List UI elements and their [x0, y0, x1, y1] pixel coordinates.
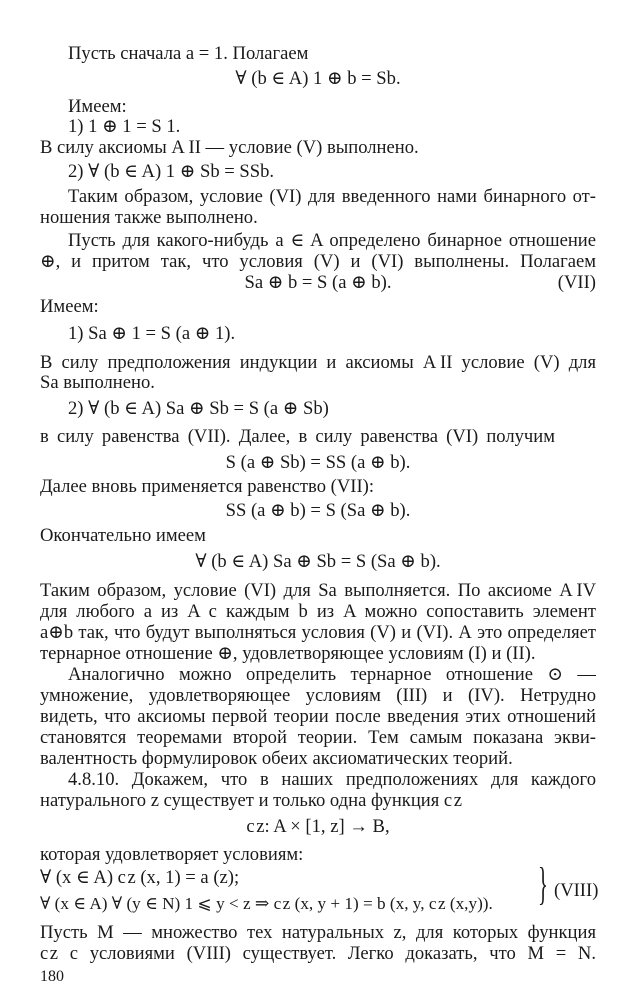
text-line: в силу равенства (VII). Далее, в силу равенства (VI) получим: [40, 426, 555, 447]
formula-line: Sa ⊕ b = S (a ⊕ b).: [244, 272, 392, 293]
text-line: видеть, что аксиомы первой теории после введения этих отношений: [40, 706, 596, 727]
text-line: Sa выполнено.: [40, 372, 155, 393]
text-line: ношения также выполнено.: [40, 207, 258, 228]
formula-line: 1) 1 ⊕ 1 = S 1.: [68, 116, 181, 137]
text-line: Таким образом, условие (VI) для введенного нами бинарного от-: [68, 186, 596, 207]
equation-tag: (VIII): [554, 880, 599, 901]
formula-line: 2) ∀ (b ∈ A) 1 ⊕ Sb = SSb.: [68, 161, 275, 182]
formula-line: ∀ (b ∈ A) Sa ⊕ Sb = S (Sa ⊕ b).: [195, 551, 441, 572]
formula-line: 1) Sa ⊕ 1 = S (a ⊕ 1).: [68, 323, 236, 344]
formula-line: ∀ (b ∈ A) 1 ⊕ b = Sb.: [235, 68, 401, 89]
formula-line: SS (a ⊕ b) = S (Sa ⊕ b).: [225, 500, 411, 521]
text-line: Имеем:: [40, 296, 99, 317]
text-line: которая удовлетворяет условиям:: [40, 844, 304, 865]
right-brace: }: [538, 858, 548, 909]
formula-line: 2) ∀ (b ∈ A) Sa ⊕ Sb = S (a ⊕ Sb): [68, 398, 329, 419]
text-line: a⊕b так, что будут выполняться условия (V) и (VI). А это определяет: [40, 622, 596, 643]
text-line: Пусть сначала a = 1. Полагаем: [68, 43, 309, 64]
text-line: В силу аксиомы A II — условие (V) выполнено.: [40, 137, 419, 158]
text-line: Окончательно имеем: [40, 525, 206, 546]
text-line: Имеем:: [68, 96, 127, 117]
text-line: становятся теоремами второй теории. Тем самым показана экви-: [40, 727, 596, 748]
text-line: c z с условиями (VIII) существует. Легко доказать, что M = N.: [40, 943, 596, 964]
text-line: ⊕, и притом так, что условия (V) и (VI) выполнены. Полагаем: [40, 251, 596, 272]
text-line: умножение, удовлетворяющее условиям (III) и (IV). Нетрудно: [40, 685, 596, 706]
text-line: Аналогично можно определить тернарное отношение ⊙ —: [68, 664, 596, 685]
formula-line: ∀ (x ∈ A) c z (x, 1) = a (z);: [40, 867, 240, 888]
text-line: Таким образом, условие (VI) для Sa выполняется. По аксиоме A IV: [40, 580, 596, 601]
equation-tag: (VII): [557, 272, 596, 293]
section-heading-line: 4.8.10. Докажем, что в наших предположениях для каждого: [68, 769, 596, 790]
text-line: Пусть для какого-нибудь a ∈ A определено бинарное отношение: [68, 230, 596, 251]
formula-line: c z: A × [1, z] → B,: [246, 816, 390, 837]
text-line: для любого a из A с каждым b из A можно сопоставить элемент: [40, 601, 596, 622]
text-line: натурального z существует и только одна функция c z: [40, 790, 462, 811]
text-line: валентность формулировок обеих аксиоматических теорий.: [40, 748, 513, 769]
page-number: 180: [40, 968, 64, 985]
formula-line: S (a ⊕ Sb) = SS (a ⊕ b).: [225, 452, 411, 473]
text-line: В силу предположения индукции и аксиомы A II условие (V) для: [40, 352, 596, 373]
text-line: Пусть M — множество тех натуральных z, для которых функция: [40, 922, 596, 943]
text-line: тернарное отношение ⊕, удовлетворяющее условиям (I) и (II).: [40, 643, 536, 664]
formula-line: ∀ (x ∈ A) ∀ (y ∈ N) 1 ⩽ y < z ⇒ c z (x, y + 1) = b (x, y, c z (x,y)).: [40, 894, 493, 913]
text-line: Далее вновь применяется равенство (VII):: [40, 476, 375, 497]
